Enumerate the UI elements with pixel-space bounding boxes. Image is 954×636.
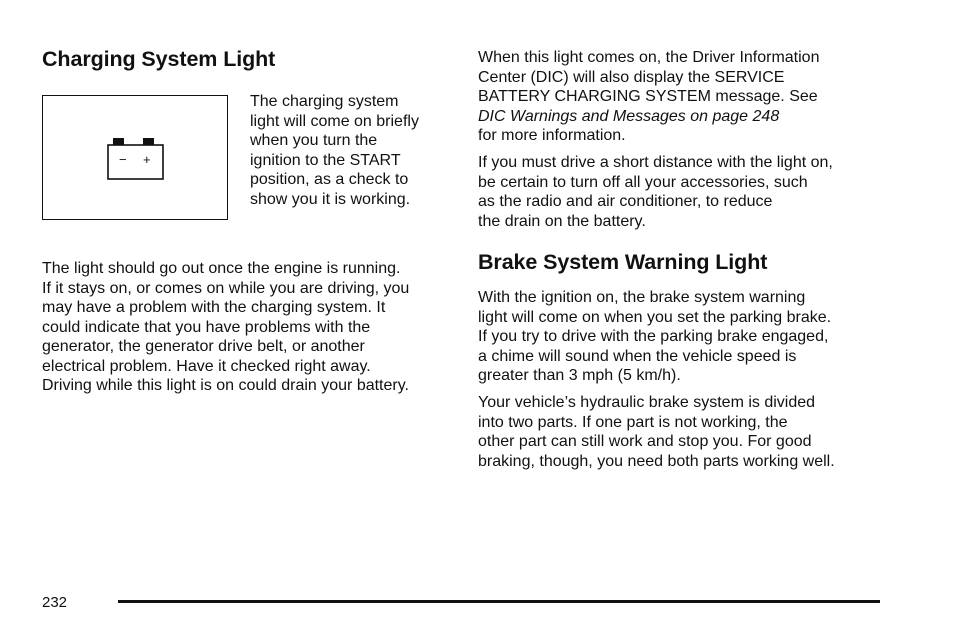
charging-running-paragraph <box>42 259 452 396</box>
brake-warning-paragraph <box>478 288 888 386</box>
text-line: The charging system <box>250 93 399 110</box>
footer-rule <box>118 600 880 603</box>
text-line: may have a problem with the charging system. It <box>42 299 386 316</box>
page-number: 232 <box>42 594 68 611</box>
text-line: If it stays on, or comes on while you are driving, you <box>42 279 410 297</box>
charging-light-icon-frame <box>42 95 228 220</box>
charging-system-heading: Charging System Light <box>42 47 276 71</box>
text-line: greater than 3 mph (5 km/h). <box>478 367 681 384</box>
text-line: light will come on briefly <box>250 112 419 130</box>
text-line: position, as a check to <box>250 171 409 188</box>
text-line: generator, the generator drive belt, or another <box>42 338 365 355</box>
battery-plus-sign: + <box>143 152 151 167</box>
text-line: when you turn the <box>250 132 378 149</box>
brake-system-heading: Brake System Warning Light <box>478 250 768 274</box>
text-line: other part can still work and stop you. For good <box>478 433 812 450</box>
hydraulic-brake-paragraph <box>478 393 888 471</box>
text-line: With the ignition on, the brake system warning <box>478 289 806 306</box>
text-line: the drain on the battery. <box>478 212 646 230</box>
battery-icon <box>106 136 166 182</box>
text-line: The light should go out once the engine is running. <box>42 260 401 277</box>
text-line: If you try to drive with the parking brake engaged, <box>478 328 829 345</box>
text-line: for more information. <box>478 127 626 144</box>
text-line: If you must drive a short distance with the light on, <box>478 154 833 171</box>
text-line: electrical problem. Have it checked right away. <box>42 357 371 375</box>
text-line: be certain to turn off all your accessories, such <box>478 173 808 191</box>
text-line: light will come on when you set the parking brake. <box>478 308 832 326</box>
text-line: Center (DIC) will also display the SERVICE <box>478 68 785 86</box>
text-line: could indicate that you have problems with the <box>42 318 371 336</box>
text-line: Driving while this light is on could drain your battery. <box>42 377 409 394</box>
charging-intro-paragraph <box>250 92 450 209</box>
drive-short-distance-paragraph <box>478 153 888 231</box>
battery-minus-sign: − <box>119 152 127 167</box>
text-line: braking, though, you need both parts working well. <box>478 452 835 470</box>
text-line: Your vehicle’s hydraulic brake system is divided <box>478 394 816 411</box>
dic-cross-reference: DIC Warnings and Messages on page 248 <box>478 107 780 125</box>
text-line: a chime will sound when the vehicle speed is <box>478 347 797 365</box>
text-line: show you it is working. <box>250 190 411 208</box>
text-line: BATTERY CHARGING SYSTEM message. See <box>478 88 818 105</box>
text-line: into two parts. If one part is not working, the <box>478 413 788 431</box>
text-line: When this light comes on, the Driver Information <box>478 49 820 66</box>
dic-paragraph <box>478 48 888 146</box>
text-line: ignition to the START <box>250 151 401 169</box>
text-line: as the radio and air conditioner, to reduce <box>478 193 773 210</box>
